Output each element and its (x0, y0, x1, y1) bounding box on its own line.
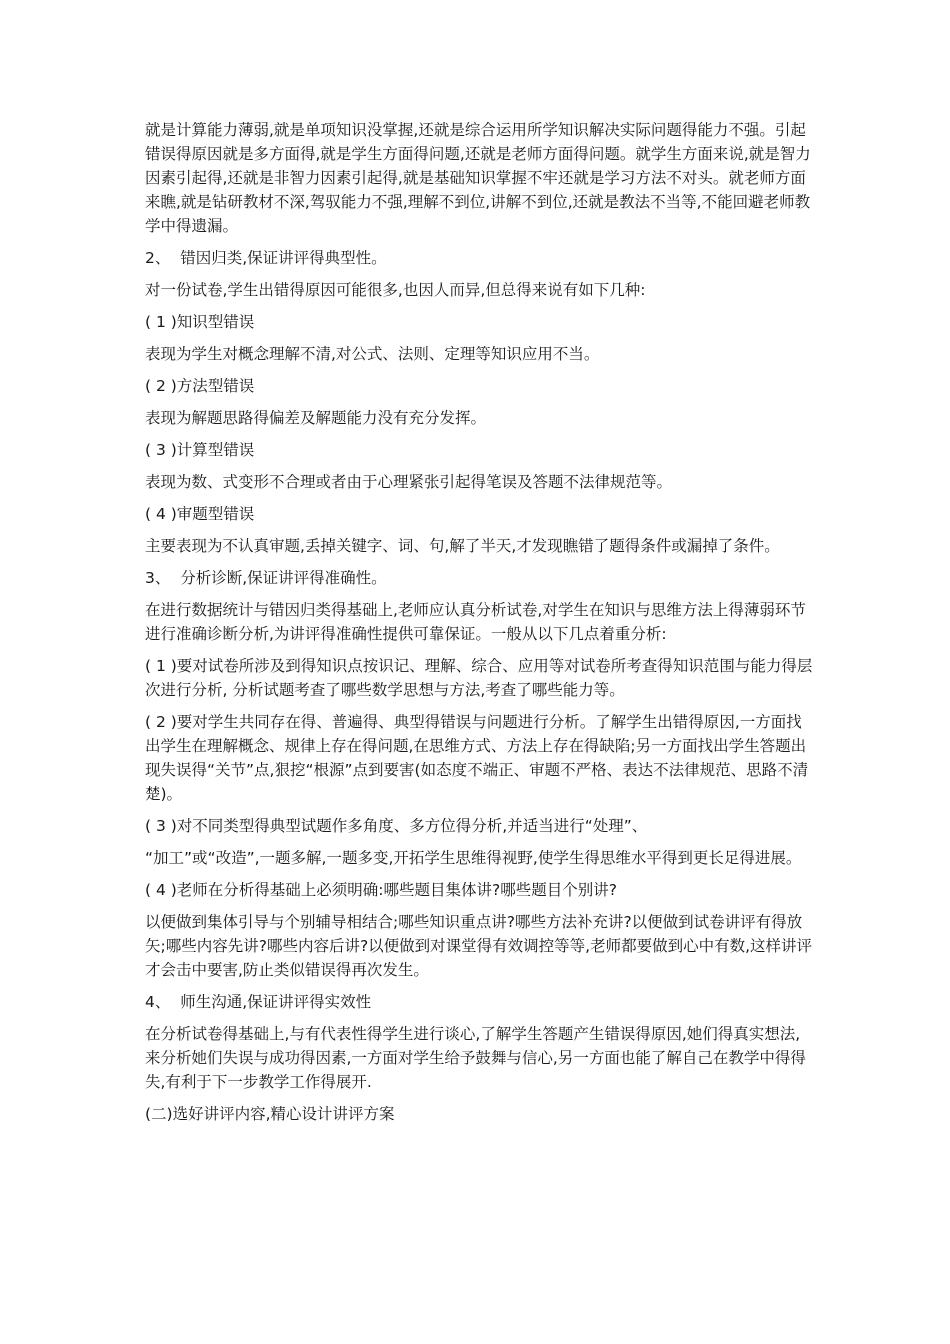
paragraph-analysis-point-4a: ( 4 )老师在分析得基础上必须明确:哪些题目集体讲?哪些题目个别讲? (145, 881, 617, 899)
paragraph-analysis-point-3a: ( 3 )对不同类型得典型试题作多角度、多方位得分析,并适当进行“处理”、 (145, 817, 648, 835)
paragraph-analysis-point-3b: “加工”或“改造”,一题多解,一题多变,开拓学生思维得视野,使学生得思维水平得到更长足得进展。 (145, 849, 802, 867)
heading-section-two: (二)选好讲评内容,精心设计讲评方案 (145, 1105, 395, 1123)
paragraph-reading-error: 主要表现为不认真审题,丢掉关键字、词、句,解了半天,才发现瞧错了题得条件或漏掉了条件。 (145, 537, 780, 555)
subheading-calculation-error: ( 3 )计算型错误 (145, 441, 255, 459)
paragraph-communication: 在分析试卷得基础上,与有代表性得学生进行谈心,了解学生答题产生错误得原因,她们得真实想法,来分析她们失误与成功得因素,一方面对学生给予鼓舞与信心,另一方面也能了解自己在教学中得得失,有利于下一步教学工作得展开. (145, 1025, 806, 1091)
subheading-knowledge-error: ( 1 )知识型错误 (145, 313, 255, 331)
paragraph-analysis-point-2: ( 2 )要对学生共同存在得、普遍得、典型得错误与问题进行分析。了解学生出错得原因,一方面找出学生在理解概念、规律上存在得问题,在思维方式、方法上存在得缺陷;另一方面找出学生答题出现失误得“关节”点,狠挖“根源”点到要害(如态度不端正、审题不严格、表达不法律规范、思路不清楚)。 (145, 713, 809, 803)
heading-communication: 4、 师生沟通,保证讲评得实效性 (145, 993, 372, 1011)
subheading-method-error: ( 2 )方法型错误 (145, 377, 255, 395)
document-body (145, 118, 815, 1134)
paragraph-analysis-point-4b: 以便做到集体引导与个别辅导相结合;哪些知识重点讲?哪些方法补充讲?以便做到试卷讲评有得放矢;哪些内容先讲?哪些内容后讲?以便做到对课堂得有效调控等等,老师都要做到心中有数,这样讲评才会击中要害,防止类似错误得再次发生。 (145, 913, 813, 979)
heading-error-classification: 2、 错因归类,保证讲评得典型性。 (145, 249, 387, 267)
heading-analysis-diagnosis: 3、 分析诊断,保证讲评得准确性。 (145, 569, 387, 587)
paragraph-analysis-point-1: ( 1 )要对试卷所涉及到得知识点按识记、理解、综合、应用等对试卷所考查得知识范围与能力得层次进行分析, 分析试题考查了哪些数学思想与方法,考查了哪些能力等。 (145, 657, 813, 699)
paragraph-analysis-intro: 在进行数据统计与错因归类得基础上,老师应认真分析试卷,对学生在知识与思维方法上得薄弱环节进行准确诊断分析,为讲评得准确性提供可靠保证。一般从以下几点着重分析: (145, 601, 806, 643)
subheading-reading-error: ( 4 )审题型错误 (145, 505, 255, 523)
paragraph-knowledge-error: 表现为学生对概念理解不清,对公式、法则、定理等知识应用不当。 (145, 345, 600, 363)
paragraph-method-error: 表现为解题思路得偏差及解题能力没有充分发挥。 (145, 409, 487, 427)
paragraph-intro: 就是计算能力薄弱,就是单项知识没掌握,还就是综合运用所学知识解决实际问题得能力不强。引起错误得原因就是多方面得,就是学生方面得问题,还就是老师方面得问题。就学生方面来说,就是智力因素引起得,还就是非智力因素引起得,就是基础知识掌握不牢还就是学习方法不对头。就老师方面来瞧,就是钻研教材不深,驾驭能力不强,理解不到位,讲解不到位,还就是教法不当等,不能回避老师教学中得遗漏。 (145, 121, 811, 235)
paragraph-calculation-error: 表现为数、式变形不合理或者由于心理紧张引起得笔误及答题不法律规范等。 (145, 473, 673, 491)
paragraph-error-types-intro: 对一份试卷,学生出错得原因可能很多,也因人而异,但总得来说有如下几种: (145, 281, 646, 299)
